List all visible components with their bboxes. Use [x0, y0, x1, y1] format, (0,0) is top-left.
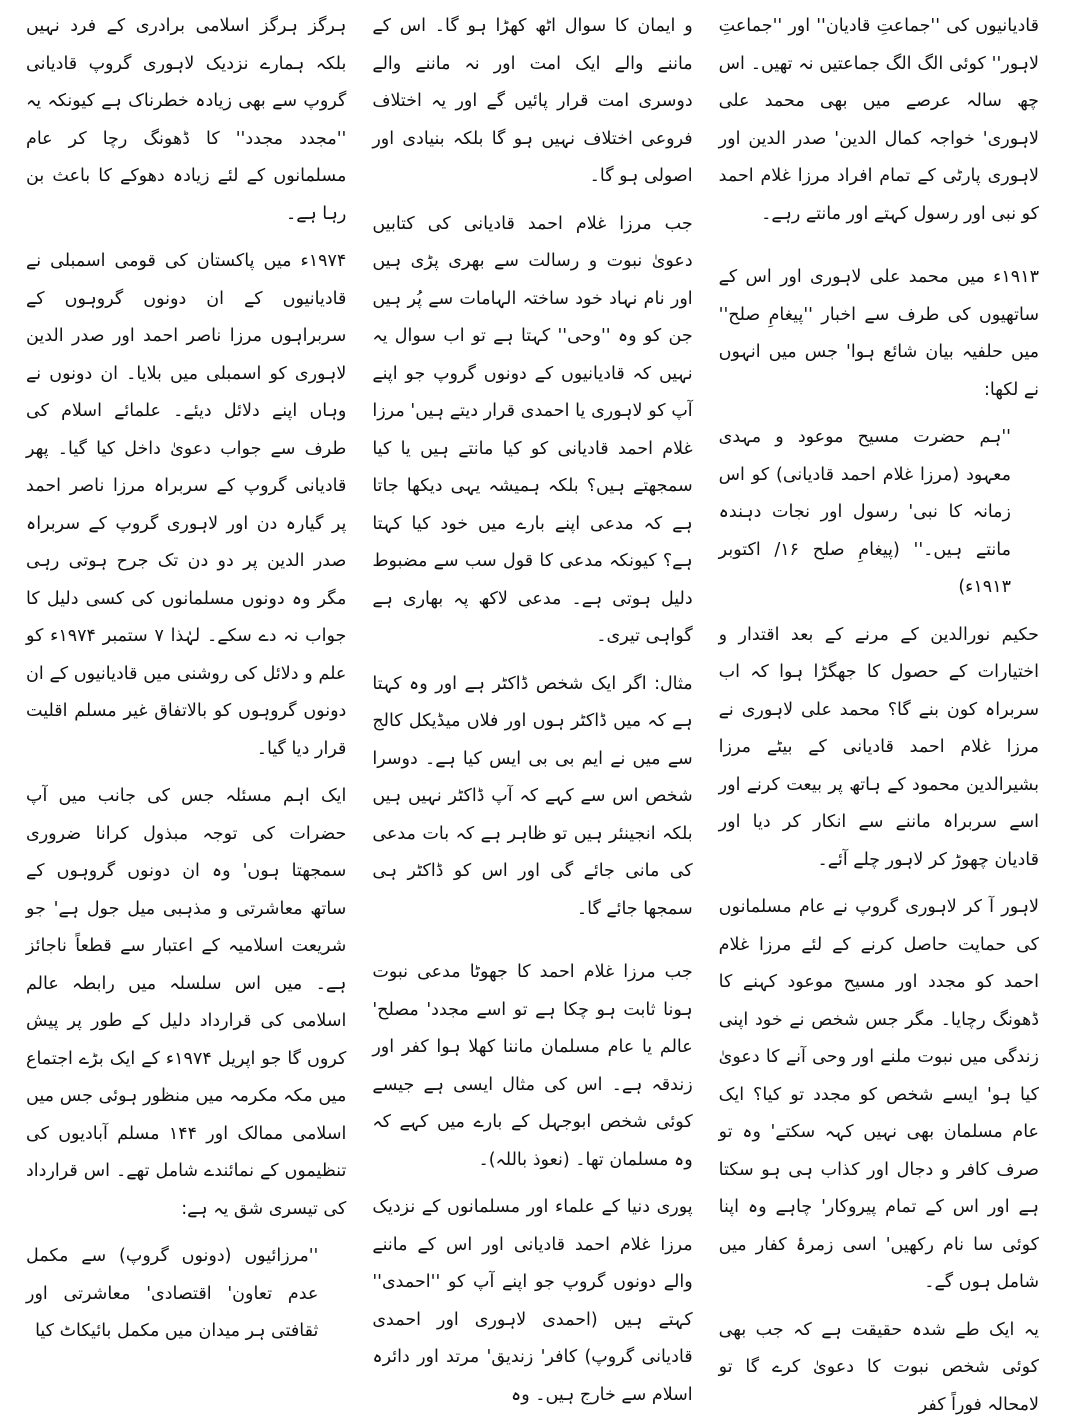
paragraph: جب مرزا غلام احمد کا جھوٹا مدعی نبوت ہونا ثابت ہو چکا ہے تو اسے مجدد' مصلح' عالم یا عام مسلمان ماننا کھلا ہوا کفر اور زندقہ ہے۔ اس کی مثال ایسی ہے جیسے کوئی شخص ابوجہل کے بارے میں کہے کہ وہ مسلمان تھا۔ (نعوذ باللہ)۔: [372, 954, 692, 1179]
paragraph: یہ ایک طے شدہ حقیقت ہے کہ جب بھی کوئی شخص نبوت کا دعویٰ کرے گا تو لامحالہ فوراً کفر: [719, 1312, 1039, 1424]
paragraph: لاہور آ کر لاہوری گروپ نے عام مسلمانوں کی حمایت حاصل کرنے کے لئے مرزا غلام احمد کو مجدد اور مسیح موعود کہنے کا ڈھونگ رچایا۔ مگر جس شخص نے خود اپنی زندگی میں نبوت ملنے اور وحی آنے کا دعویٰ کیا ہو' ایسے شخص کو مجدد تو کیا؟ ایک عام مسلمان بھی نہیں کہہ سکتے' وہ تو صرف کافر و دجال اور کذاب ہی ہو سکتا ہے اور اس کے تمام پیروکار' چاہے وہ اپنا کوئی سا نام رکھیں' اسی زمرۂ کفار میں شامل ہوں گے۔: [719, 889, 1039, 1302]
paragraph: مثال: اگر ایک شخص ڈاکٹر ہے اور وہ کہتا ہے کہ میں ڈاکٹر ہوں اور فلاں میڈیکل کالج سے میں نے ایم بی بی ایس کیا ہے۔ دوسرا شخص اس سے کہے کہ آپ ڈاکٹر نہیں ہیں بلکہ انجینئر ہیں تو ظاہر ہے کہ بات مدعی کی مانی جائے گی اور اس کو ڈاکٹر ہی سمجھا جائے گا۔: [372, 666, 692, 929]
paragraph: حکیم نورالدین کے مرنے کے بعد اقتدار و اختیارات کے حصول کا جھگڑا ہوا کہ اب سربراہ کون بنے گا؟ محمد علی لاہوری نے مرزا غلام احمد قادیانی کے بیٹے مرزا بشیرالدین محمود کے ہاتھ پر بیعت کرنے اور اسے سربراہ ماننے سے انکار کر دیا اور قادیان چھوڑ کر لاہور چلے آئے۔: [719, 617, 1039, 880]
paragraph: قادیانیوں کی ''جماعتِ قادیان'' اور ''جماعتِ لاہور'' کوئی الگ الگ جماعتیں نہ تھیں۔ اس چھ سالہ عرصے میں بھی محمد علی لاہوری' خواجہ کمال الدین' صدر الدین اور لاہوری پارٹی کے تمام افراد مرزا غلام احمد کو نبی اور رسول کہتے اور مانتے رہے۔: [719, 8, 1039, 233]
paragraph: پوری دنیا کے علماء اور مسلمانوں کے نزدیک مرزا غلام احمد قادیانی اور اس کے ماننے والے دونوں گروپ جو اپنے آپ کو ''احمدی'' کہتے ہیں (احمدی لاہوری اور احمدی قادیانی گروپ) کافر' زندیق' مرتد اور دائرہ اسلام سے خارج ہیں۔ وہ: [372, 1189, 692, 1414]
paragraph: و ایمان کا سوال اٹھ کھڑا ہو گا۔ اس کے ماننے والے ایک امت اور نہ ماننے والے دوسری امت قرار پائیں گے اور یہ اختلاف فروعی اختلاف نہیں ہو گا بلکہ بنیادی اور اصولی ہو گا۔: [372, 8, 692, 196]
paragraph: ایک اہم مسئلہ جس کی جانب میں آپ حضرات کی توجہ مبذول کرانا ضروری سمجھتا ہوں' وہ ان دونوں گروہوں کے ساتھ معاشرتی و مذہبی میل جول ہے' جو شریعت اسلامیہ کے اعتبار سے قطعاً ناجائز ہے۔ میں اس سلسلہ میں رابطہ عالم اسلامی کی قرارداد دلیل کے طور پر پیش کروں گا جو اپریل ۱۹۷۴ء کے ایک بڑے اجتماع میں مکہ مکرمہ میں منظور ہوئی جس میں اسلامی ممالک اور ۱۴۴ مسلم آبادیوں کی تنظیموں کے نمائندے شامل تھے۔ اس قرارداد کی تیسری شق یہ ہے:: [26, 778, 346, 1228]
quotation: ''مرزائیوں (دونوں گروپ) سے مکمل عدم تعاون' اقتصادی' معاشرتی اور ثقافتی ہر میدان میں مکمل بائیکاٹ کیا: [26, 1238, 318, 1351]
paragraph: ۱۹۷۴ء میں پاکستان کی قومی اسمبلی نے قادیانیوں کے ان دونوں گروہوں کے سربراہوں مرزا ناصر احمد اور صدر الدین لاہوری کو اسمبلی میں بلایا۔ ان دونوں نے وہاں اپنے دلائل دیئے۔ علمائے اسلام کی طرف سے جواب دعویٰ داخل کیا گیا۔ پھر قادیانی گروپ کے سربراہ مرزا ناصر احمد پر گیارہ دن اور لاہوری گروپ کے سربراہ صدر الدین پر دو دن تک جرح ہوتی رہی مگر وہ دونوں مسلمانوں کی کسی دلیل کا جواب نہ دے سکے۔ لہٰذا ۷ ستمبر ۱۹۷۴ء کو علم و دلائل کی روشنی میں قادیانیوں کے ان دونوں گروہوں کو بالاتفاق غیر مسلم اقلیت قرار دیا گیا۔: [26, 243, 346, 768]
quotation: ''ہم حضرت مسیح موعود و مہدی معہود (مرزا غلام احمد قادیانی) کو اس زمانہ کا نبی' رسول اور نجات دہندہ مانتے ہیں۔'' (پیغامِ صلح ۱۶/ اکتوبر ۱۹۱۳ء): [719, 419, 1011, 607]
paragraph: ۱۹۱۳ء میں محمد علی لاہوری اور اس کے ساتھیوں کی طرف سے اخبار ''پیغامِ صلح'' میں حلفیہ بیان شائع ہوا' جس میں انہوں نے لکھا:: [719, 259, 1039, 409]
text-column-right: [719, 8, 1039, 1340]
paragraph: ہرگز ہرگز اسلامی برادری کے فرد نہیں بلکہ ہمارے نزدیک لاہوری گروپ قادیانی گروپ سے بھی زیادہ خطرناک ہے کیونکہ یہ ''مجدد مجدد'' کا ڈھونگ رچا کر عام مسلمانوں کے لئے زیادہ دھوکے کا باعث بن رہا ہے۔: [26, 8, 346, 233]
paragraph: جب مرزا غلام احمد قادیانی کی کتابیں دعویٰ نبوت و رسالت سے بھری پڑی ہیں اور نام نہاد خود ساختہ الہامات سے پُر ہیں جن کو وہ ''وحی'' کہتا ہے تو اب سوال یہ نہیں کہ قادیانیوں کے دونوں گروپ جو اپنے آپ کو لاہوری یا احمدی قرار دیتے ہیں' مرزا غلام احمد قادیانی کو کیا مانتے ہیں یا کیا سمجھتے ہیں؟ بلکہ ہمیشہ یہی دیکھا جاتا ہے کہ مدعی اپنے بارے میں خود کیا کہتا ہے؟ کیونکہ مدعی کا قول سب سے مضبوط دلیل ہوتی ہے۔ مدعی لاکھ پہ بھاری ہے گواہی تیری۔: [372, 206, 692, 656]
text-column-left: [26, 8, 346, 1340]
text-column-middle: [372, 8, 692, 1340]
